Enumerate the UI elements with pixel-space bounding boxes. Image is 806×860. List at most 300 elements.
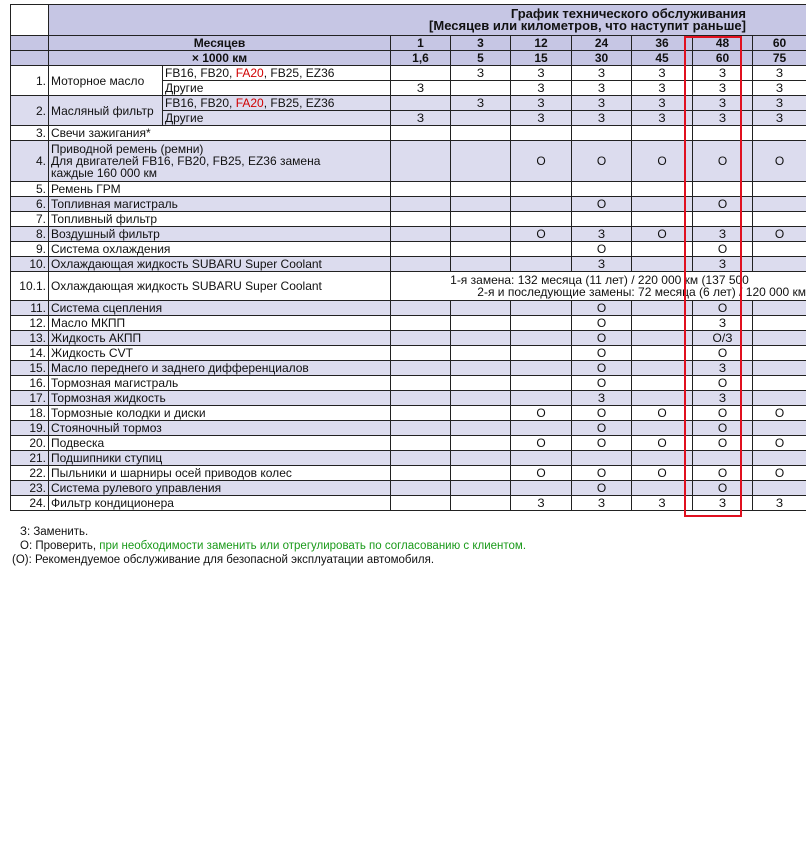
schedule-cell (753, 242, 806, 257)
schedule-cell (451, 331, 511, 346)
row-number: 20. (11, 436, 49, 451)
schedule-cell (391, 182, 451, 197)
table-row (11, 466, 806, 481)
row-number: 24. (11, 496, 49, 511)
schedule-cell: З (572, 391, 632, 406)
schedule-cell: З (572, 96, 632, 111)
schedule-cell (391, 346, 451, 361)
schedule-cell: О (753, 227, 806, 242)
schedule-cell (511, 346, 572, 361)
legend (12, 525, 526, 567)
table-cell (11, 5, 49, 36)
schedule-cell (632, 316, 693, 331)
note-line: 1-я замена: 132 месяца (11 лет) / 220 000 км (137 500 (450, 273, 749, 287)
schedule-cell (632, 376, 693, 391)
schedule-cell (753, 421, 806, 436)
table-row (11, 436, 806, 451)
schedule-cell (511, 197, 572, 212)
schedule-cell: О/З (693, 331, 753, 346)
schedule-cell (391, 96, 451, 111)
row-number: 12. (11, 316, 49, 331)
row-number: 14. (11, 346, 49, 361)
schedule-cell: З (693, 257, 753, 272)
schedule-cell: З (632, 496, 693, 511)
schedule-cell (391, 361, 451, 376)
schedule-cell: О (693, 406, 753, 421)
schedule-cell (632, 331, 693, 346)
schedule-cell: О (753, 141, 806, 182)
schedule-cell (572, 182, 632, 197)
item-name: Стояночный тормоз (49, 421, 391, 436)
row-number: 3. (11, 126, 49, 141)
schedule-cell (451, 141, 511, 182)
schedule-cell (451, 316, 511, 331)
row-number: 11. (11, 301, 49, 316)
km-header: 1,6 (391, 51, 451, 66)
row-number: 5. (11, 182, 49, 197)
schedule-cell (451, 111, 511, 126)
schedule-cell: З (693, 81, 753, 96)
schedule-cell: О (693, 346, 753, 361)
item-name: Тормозная магистраль (49, 376, 391, 391)
schedule-cell: О (753, 406, 806, 421)
table-row (11, 361, 806, 376)
schedule-cell: О (632, 141, 693, 182)
schedule-cell: О (572, 316, 632, 331)
title-line-2: [Месяцев или километров, что наступит раньше] (429, 18, 746, 33)
schedule-cell: З (693, 96, 753, 111)
table-row (11, 66, 806, 81)
schedule-cell (451, 212, 511, 227)
schedule-cell: З (511, 111, 572, 126)
schedule-cell (753, 197, 806, 212)
schedule-cell: О (572, 376, 632, 391)
schedule-cell: З (693, 496, 753, 511)
schedule-cell (511, 451, 572, 466)
schedule-cell (632, 257, 693, 272)
schedule-cell (451, 81, 511, 96)
row-number: 21. (11, 451, 49, 466)
table-row (11, 96, 806, 111)
subtype-text: Другие (165, 81, 204, 95)
schedule-cell: З (391, 81, 451, 96)
schedule-cell (451, 126, 511, 141)
schedule-cell (572, 451, 632, 466)
schedule-cell (391, 227, 451, 242)
schedule-cell: О (511, 141, 572, 182)
schedule-cell (753, 361, 806, 376)
schedule-cell: З (753, 496, 806, 511)
km-header: 30 (572, 51, 632, 66)
schedule-cell (632, 126, 693, 141)
table-row (11, 301, 806, 316)
schedule-cell (693, 451, 753, 466)
schedule-cell (391, 481, 451, 496)
schedule-cell (391, 331, 451, 346)
schedule-cell (632, 346, 693, 361)
schedule-cell: З (753, 81, 806, 96)
schedule-cell: О (632, 406, 693, 421)
row-number: 18. (11, 406, 49, 421)
schedule-cell (451, 481, 511, 496)
schedule-cell (391, 466, 451, 481)
schedule-cell (632, 197, 693, 212)
schedule-cell (391, 421, 451, 436)
item-name: Охлаждающая жидкость SUBARU Super Coolant (49, 272, 391, 301)
schedule-cell (632, 451, 693, 466)
legend-check (12, 539, 526, 553)
schedule-cell (391, 197, 451, 212)
table-title (49, 5, 806, 36)
schedule-cell (511, 257, 572, 272)
item-name: Система рулевого управления (49, 481, 391, 496)
item-name: Топливная магистраль (49, 197, 391, 212)
item-name-line: каждые 160 000 км (51, 166, 158, 180)
table-cell (11, 36, 49, 51)
schedule-cell (511, 331, 572, 346)
legend-check-note: при необходимости заменить или отрегулировать по согласованию с клиентом. (99, 540, 527, 552)
schedule-cell: О (511, 406, 572, 421)
month-header: 48 (693, 36, 753, 51)
schedule-cell: О (693, 301, 753, 316)
schedule-cell (753, 376, 806, 391)
schedule-cell (632, 301, 693, 316)
schedule-cell: З (693, 227, 753, 242)
schedule-cell: З (451, 66, 511, 81)
schedule-cell (753, 212, 806, 227)
schedule-cell (632, 182, 693, 197)
schedule-cell (451, 301, 511, 316)
item-name: Подвеска (49, 436, 391, 451)
schedule-cell (632, 421, 693, 436)
month-header: 3 (451, 36, 511, 51)
schedule-cell (753, 316, 806, 331)
schedule-cell (753, 331, 806, 346)
schedule-cell: О (572, 242, 632, 257)
schedule-cell (693, 126, 753, 141)
item-name: Свечи зажигания* (49, 126, 391, 141)
item-name-line: Приводной ремень (ремни) (51, 142, 204, 156)
schedule-cell (511, 212, 572, 227)
title-row (11, 5, 806, 36)
schedule-cell (753, 346, 806, 361)
item-name: Ремень ГРМ (49, 182, 391, 197)
item-name: Подшипники ступиц (49, 451, 391, 466)
schedule-cell (391, 301, 451, 316)
schedule-cell (391, 451, 451, 466)
schedule-cell: З (572, 227, 632, 242)
schedule-cell (511, 316, 572, 331)
subtype-text: FA20 (235, 66, 264, 80)
schedule-cell: З (511, 496, 572, 511)
table-row (11, 331, 806, 346)
schedule-cell (451, 451, 511, 466)
row-number: 10. (11, 257, 49, 272)
row-number: 4. (11, 141, 49, 182)
schedule-cell (511, 421, 572, 436)
schedule-cell (391, 376, 451, 391)
schedule-cell: З (693, 391, 753, 406)
table-row (11, 141, 806, 182)
month-header: 36 (632, 36, 693, 51)
schedule-cell: О (693, 481, 753, 496)
subtype-text: FB16, FB20, (165, 96, 236, 110)
schedule-cell (451, 466, 511, 481)
maintenance-schedule-table (10, 4, 806, 511)
table-row (11, 451, 806, 466)
schedule-cell: О (572, 301, 632, 316)
row-number: 17. (11, 391, 49, 406)
schedule-cell: О (572, 331, 632, 346)
row-number: 6. (11, 197, 49, 212)
table-row (11, 421, 806, 436)
schedule-cell: З (632, 111, 693, 126)
schedule-cell: З (753, 96, 806, 111)
item-name: Тормозная жидкость (49, 391, 391, 406)
schedule-cell: З (753, 66, 806, 81)
schedule-cell (693, 182, 753, 197)
schedule-cell (511, 242, 572, 257)
row-number: 23. (11, 481, 49, 496)
schedule-cell (693, 212, 753, 227)
table-row (11, 496, 806, 511)
table-row (11, 346, 806, 361)
item-name: Охлаждающая жидкость SUBARU Super Coolant (49, 257, 391, 272)
schedule-cell (451, 421, 511, 436)
schedule-cell (511, 301, 572, 316)
km-header: 45 (632, 51, 693, 66)
item-subtype (163, 96, 391, 111)
legend-recommended: (О): Рекомендуемое обслуживание для безопасной эксплуатации автомобиля. (12, 554, 435, 566)
schedule-cell (632, 481, 693, 496)
table-row (11, 272, 806, 301)
item-subtype (163, 66, 391, 81)
item-name: Топливный фильтр (49, 212, 391, 227)
row-number: 2. (11, 96, 49, 126)
schedule-cell: О (632, 227, 693, 242)
km-row (11, 51, 806, 66)
maintenance-schedule-sheet (10, 4, 806, 519)
note-line: 2-я и последующие замены: 72 месяца (6 лет) / 120 000 км (477, 285, 806, 299)
schedule-cell: О (693, 141, 753, 182)
schedule-cell: З (632, 66, 693, 81)
item-subtype (163, 81, 391, 96)
schedule-cell: О (572, 361, 632, 376)
schedule-cell (451, 182, 511, 197)
item-name: Воздушный фильтр (49, 227, 391, 242)
schedule-cell (391, 436, 451, 451)
schedule-cell: З (693, 111, 753, 126)
schedule-cell (391, 316, 451, 331)
table-row (11, 481, 806, 496)
item-name: Система сцепления (49, 301, 391, 316)
schedule-cell (753, 481, 806, 496)
schedule-cell: О (693, 242, 753, 257)
schedule-cell (391, 242, 451, 257)
schedule-cell: З (572, 496, 632, 511)
schedule-cell (572, 212, 632, 227)
schedule-cell: З (391, 111, 451, 126)
row-number: 1. (11, 66, 49, 96)
schedule-cell (451, 242, 511, 257)
row-number: 8. (11, 227, 49, 242)
schedule-cell (753, 257, 806, 272)
schedule-cell: О (693, 421, 753, 436)
row-number: 22. (11, 466, 49, 481)
schedule-cell: З (572, 111, 632, 126)
schedule-cell: З (511, 96, 572, 111)
schedule-cell: О (572, 481, 632, 496)
schedule-cell: З (753, 111, 806, 126)
schedule-cell: З (693, 361, 753, 376)
schedule-cell (511, 126, 572, 141)
schedule-cell (572, 126, 632, 141)
row-number: 7. (11, 212, 49, 227)
table-row (11, 376, 806, 391)
schedule-cell: З (632, 96, 693, 111)
month-header: 60 (753, 36, 806, 51)
schedule-cell: О (511, 466, 572, 481)
subtype-text: , FB25, EZ36 (263, 66, 335, 80)
schedule-cell: О (572, 141, 632, 182)
schedule-cell: О (511, 227, 572, 242)
schedule-cell: З (693, 66, 753, 81)
schedule-cell: О (753, 466, 806, 481)
schedule-cell: З (572, 81, 632, 96)
table-row (11, 182, 806, 197)
schedule-cell (451, 376, 511, 391)
schedule-cell (451, 436, 511, 451)
item-name-line: Для двигателей FB16, FB20, FB25, EZ36 замена (51, 154, 321, 168)
subtype-text: Другие (165, 111, 204, 125)
schedule-cell: З (511, 81, 572, 96)
item-name: Фильтр кондиционера (49, 496, 391, 511)
item-subtype (163, 111, 391, 126)
month-header: 24 (572, 36, 632, 51)
schedule-cell: О (632, 466, 693, 481)
legend-check-prefix: О: Проверить, (20, 540, 100, 552)
schedule-cell: З (572, 257, 632, 272)
schedule-cell: З (693, 316, 753, 331)
item-name: Жидкость АКПП (49, 331, 391, 346)
row-number: 15. (11, 361, 49, 376)
item-name: Масло МКПП (49, 316, 391, 331)
schedule-cell (451, 197, 511, 212)
schedule-cell: З (511, 66, 572, 81)
item-name (49, 141, 391, 182)
row-number: 9. (11, 242, 49, 257)
km-header: 60 (693, 51, 753, 66)
schedule-cell (511, 481, 572, 496)
table-row (11, 212, 806, 227)
schedule-cell (391, 141, 451, 182)
schedule-cell (391, 257, 451, 272)
km-header: 5 (451, 51, 511, 66)
schedule-cell (391, 212, 451, 227)
schedule-cell: О (572, 346, 632, 361)
item-name: Пыльники и шарниры осей приводов колес (49, 466, 391, 481)
schedule-cell (451, 257, 511, 272)
schedule-cell: О (572, 421, 632, 436)
schedule-cell: З (451, 96, 511, 111)
schedule-cell (632, 242, 693, 257)
schedule-cell: О (753, 436, 806, 451)
schedule-cell (511, 182, 572, 197)
schedule-cell (632, 361, 693, 376)
row-number: 13. (11, 331, 49, 346)
schedule-cell (632, 212, 693, 227)
schedule-cell: З (632, 81, 693, 96)
schedule-cell: З (572, 66, 632, 81)
km-label: × 1000 км (49, 51, 391, 66)
row-number: 19. (11, 421, 49, 436)
schedule-cell (511, 376, 572, 391)
schedule-cell (451, 406, 511, 421)
row-number: 10.1. (11, 272, 49, 301)
months-row (11, 36, 806, 51)
item-name: Масло переднего и заднего дифференциалов (49, 361, 391, 376)
schedule-cell: О (693, 466, 753, 481)
item-name: Моторное масло (49, 66, 163, 96)
table-row (11, 197, 806, 212)
table-row (11, 227, 806, 242)
schedule-cell (391, 66, 451, 81)
schedule-cell (391, 126, 451, 141)
table-row (11, 242, 806, 257)
row-number: 16. (11, 376, 49, 391)
schedule-cell: О (572, 436, 632, 451)
item-name: Масляный фильтр (49, 96, 163, 126)
schedule-cell (451, 227, 511, 242)
schedule-cell (451, 346, 511, 361)
item-name: Жидкость CVT (49, 346, 391, 361)
km-header: 15 (511, 51, 572, 66)
schedule-cell (511, 361, 572, 376)
title-line-1: График технического обслуживания (510, 6, 746, 21)
month-header: 12 (511, 36, 572, 51)
schedule-cell: О (572, 406, 632, 421)
schedule-cell: О (693, 436, 753, 451)
km-header: 75 (753, 51, 806, 66)
subtype-text: , FB25, EZ36 (263, 96, 335, 110)
schedule-cell: О (572, 466, 632, 481)
schedule-cell (753, 301, 806, 316)
table-row (11, 406, 806, 421)
schedule-cell (511, 391, 572, 406)
months-label: Месяцев (49, 36, 391, 51)
schedule-cell (451, 361, 511, 376)
table-row (11, 257, 806, 272)
schedule-cell (451, 391, 511, 406)
coolant-note (391, 272, 806, 301)
legend-replace: З: Заменить. (20, 526, 89, 538)
month-header: 1 (391, 36, 451, 51)
schedule-cell (753, 126, 806, 141)
subtype-text: FA20 (235, 96, 264, 110)
table-row (11, 126, 806, 141)
schedule-cell (451, 496, 511, 511)
schedule-cell: О (693, 376, 753, 391)
schedule-cell: О (572, 197, 632, 212)
schedule-cell (632, 391, 693, 406)
schedule-cell: О (632, 436, 693, 451)
schedule-cell (391, 496, 451, 511)
schedule-cell (391, 406, 451, 421)
table-cell (11, 51, 49, 66)
schedule-cell (753, 182, 806, 197)
item-name: Система охлаждения (49, 242, 391, 257)
table-row (11, 391, 806, 406)
